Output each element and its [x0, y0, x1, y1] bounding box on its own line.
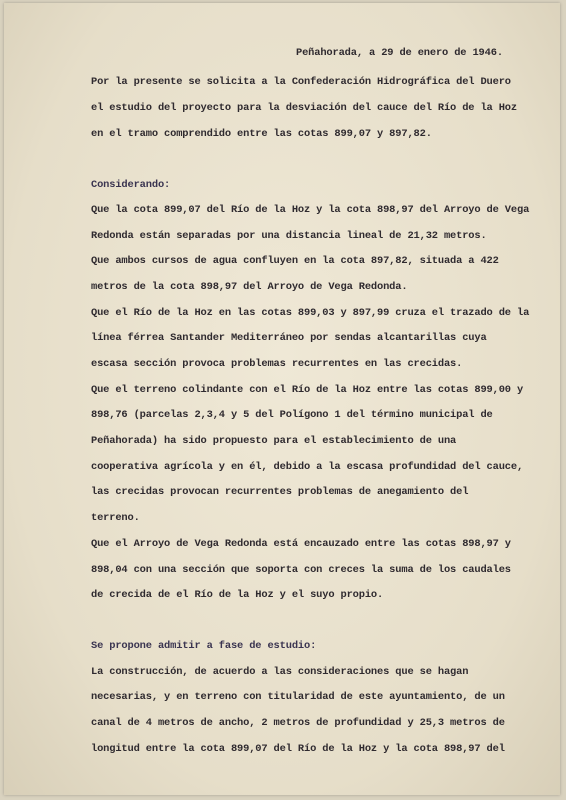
considering-line: de crecida de el Río de la Hoz y el suyo propio.: [91, 589, 384, 601]
proposal-line: longitud entre la cota 899,07 del Río de la Hoz y la cota 898,97 del: [91, 743, 505, 755]
considering-line: Que la cota 899,07 del Río de la Hoz y la cota 898,97 del Arroyo de Vega: [91, 204, 530, 216]
considering-line: línea férrea Santander Mediterráneo por sendas alcantarillas cuya: [91, 332, 487, 344]
proposal-line: necesarias, y en terreno con titularidad de este ayuntamiento, de un: [91, 691, 505, 703]
considering-line: terreno.: [91, 512, 140, 524]
considering-heading: Considerando:: [91, 179, 171, 191]
proposal-heading: Se propone admitir a fase de estudio:: [91, 640, 317, 652]
considering-line: Que ambos cursos de agua confluyen en la cota 897,82, situada a 422: [91, 255, 499, 267]
considering-line: 898,04 con una sección que soporta con creces la suma de los caudales: [91, 564, 511, 576]
considering-line: escasa sección provoca problemas recurrentes en las crecidas.: [91, 358, 463, 370]
intro-line: el estudio del proyecto para la desviación del cauce del Río de la Hoz: [91, 102, 517, 114]
considering-line: Que el Arroyo de Vega Redonda está encauzado entre las cotas 898,97 y: [91, 538, 511, 550]
intro-line: Por la presente se solicita a la Confederación Hidrográfica del Duero: [91, 76, 511, 88]
considering-line: Que el Río de la Hoz en las cotas 899,03 y 897,99 cruza el trazado de la: [91, 307, 530, 319]
considering-line: cooperativa agrícola y en él, debido a la escasa profundidad del cauce,: [91, 461, 524, 473]
considering-line: Que el terreno colindante con el Río de la Hoz entre las cotas 899,00 y: [91, 384, 524, 396]
considering-line: 898,76 (parcelas 2,3,4 y 5 del Polígono 1 del término municipal de: [91, 409, 493, 421]
intro-line: en el tramo comprendido entre las cotas 899,07 y 897,82.: [91, 128, 432, 140]
considering-line: metros de la cota 898,97 del Arroyo de Vega Redonda.: [91, 281, 408, 293]
document-date: Peñahorada, a 29 de enero de 1946.: [296, 47, 503, 59]
considering-line: las crecidas provocan recurrentes problemas de anegamiento del: [91, 486, 469, 498]
typewritten-page: [4, 3, 560, 795]
proposal-line: La construcción, de acuerdo a las consideraciones que se hagan: [91, 666, 469, 678]
considering-line: Redonda están separadas por una distancia lineal de 21,32 metros.: [91, 230, 487, 242]
considering-line: Peñahorada) ha sido propuesto para el establecimiento de una: [91, 435, 457, 447]
proposal-line: canal de 4 metros de ancho, 2 metros de profundidad y 25,3 metros de: [91, 717, 505, 729]
